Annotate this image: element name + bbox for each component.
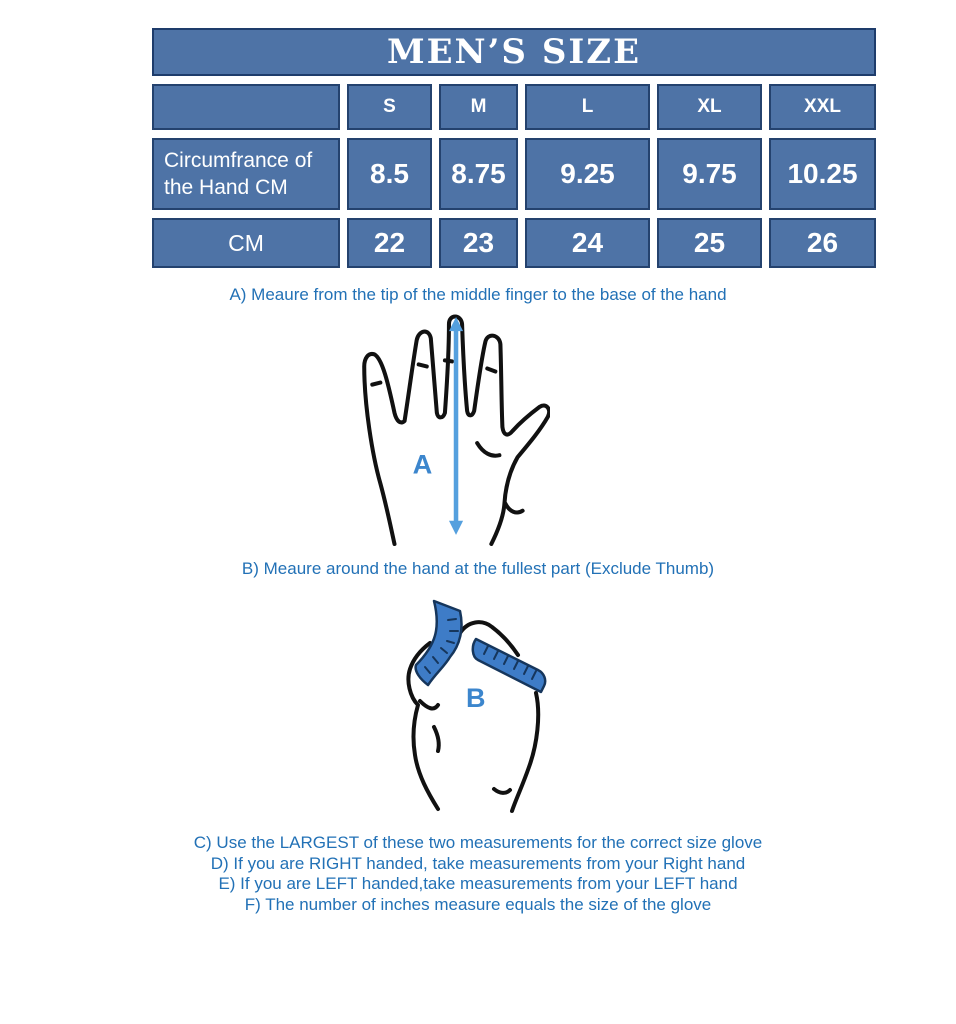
instructions-c-f (0, 833, 956, 915)
measure-arrow-icon (449, 317, 463, 535)
row-label-line2: the Hand CM (164, 176, 288, 199)
fist-illustration (398, 592, 548, 822)
label-b: B (466, 683, 486, 713)
circumference-value-s: 8.5 (347, 138, 432, 210)
circumference-value-xl: 9.75 (657, 138, 762, 210)
instruction-b: B) Meaure around the hand at the fullest part (Exclude Thumb) (241, 559, 715, 578)
row-label-cm: CM (152, 218, 340, 268)
open-hand-illustration (358, 314, 550, 546)
column-header-l: L (525, 84, 650, 130)
cm-value-m: 23 (439, 218, 518, 268)
instruction-d: D) If you are RIGHT handed, take measurements from your Right hand (210, 853, 746, 873)
column-header-xl: XL (657, 84, 762, 130)
corner-cell (152, 84, 340, 130)
circumference-value-l: 9.25 (525, 138, 650, 210)
size-grid (152, 84, 876, 268)
column-header-xxl: XXL (769, 84, 876, 130)
cm-value-xxl: 26 (769, 218, 876, 268)
instruction-f: F) The number of inches measure equals the size of the glove (244, 894, 712, 914)
row-label-line1: Circumfrance of (164, 148, 313, 172)
circumference-value-xxl: 10.25 (769, 138, 876, 210)
column-header-s: S (347, 84, 432, 130)
row-label-circumference (152, 138, 340, 210)
cm-value-l: 24 (525, 218, 650, 268)
instruction-e: E) If you are LEFT handed,take measurements from your LEFT hand (218, 874, 738, 894)
cm-value-s: 22 (347, 218, 432, 268)
circumference-value-m: 8.75 (439, 138, 518, 210)
label-a: A (412, 448, 433, 480)
cm-value-xl: 25 (657, 218, 762, 268)
instruction-c: C) Use the LARGEST of these two measurements for the correct size glove (193, 833, 763, 852)
measuring-tape-icon (416, 601, 546, 692)
table-title: MEN’S SIZE (152, 28, 876, 76)
size-chart-table (152, 28, 876, 268)
instruction-a: A) Meaure from the tip of the middle finger to the base of the hand (229, 285, 727, 304)
column-header-m: M (439, 84, 518, 130)
